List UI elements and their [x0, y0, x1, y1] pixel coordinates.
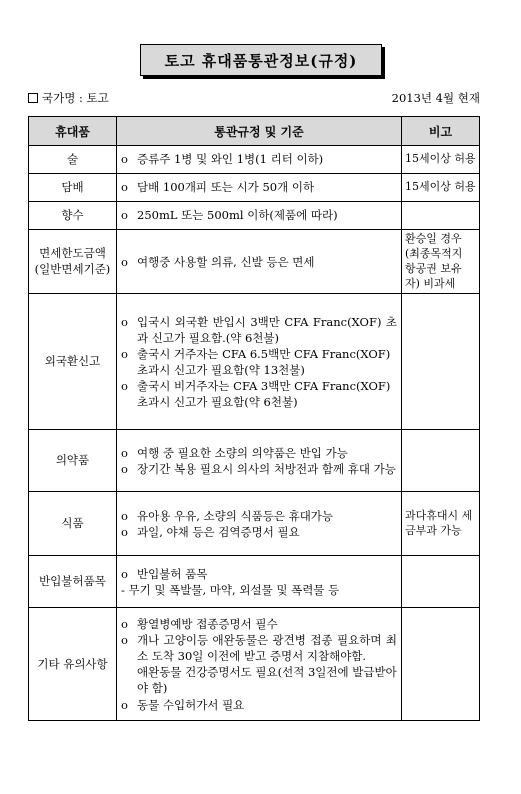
bullet-circle-icon: o: [121, 208, 128, 223]
bullet-circle-icon: o: [121, 697, 128, 712]
rule-text: 증류주 1병 및 와인 1병(1 리터 이하): [137, 152, 324, 167]
rule-bullet-item: [121, 378, 397, 394]
note-cell: 환승일 경우(최종목적지 항공권 보유자) 비과세: [402, 230, 480, 294]
rule-bullet-item: [121, 314, 397, 346]
header-note: 비고: [402, 117, 480, 146]
category-cell: 기타 유의사항: [29, 608, 117, 721]
rule-bullet-item: [121, 508, 397, 524]
bullet-circle-icon: o: [121, 445, 128, 460]
note-cell: [402, 294, 480, 430]
table-row-prohibited-items: [29, 556, 480, 608]
customs-table: [28, 116, 480, 721]
rule-bullet-item: [121, 346, 397, 362]
rule-continuation: 애완동물 건강증명서도 필요(선적 3일전에 발급받아야 함): [137, 665, 397, 696]
country-label: 국가명 : 토고: [42, 91, 109, 105]
rules-cell: [117, 230, 402, 294]
bullet-circle-icon: o: [121, 461, 128, 476]
category-cell: 의약품: [29, 430, 117, 492]
bullet-circle-icon: o: [121, 524, 128, 539]
rule-bullet-item: [121, 697, 397, 713]
rules-cell: [117, 556, 402, 608]
category-cell: 술: [29, 146, 117, 174]
category-cell: 면세한도금액 (일반면세기준): [29, 230, 117, 294]
rule-text: 여행 중 필요한 소량의 의약품은 반입 가능: [137, 445, 348, 460]
table-row-liquor: [29, 146, 480, 174]
rule-bullet-item: [121, 151, 397, 167]
bullet-circle-icon: o: [121, 617, 128, 632]
rule-continuation: 초과시 신고가 필요함(약 6천불): [137, 395, 298, 410]
category-cell: 식품: [29, 492, 117, 556]
bullet-circle-icon: o: [121, 254, 128, 269]
rule-bullet-item: [121, 445, 397, 461]
rule-text: 입국시 외국환 반입시 3백만 CFA Franc(XOF) 초과 신고가 필요함.(약 6천불): [137, 314, 397, 345]
category-cell: 외국환신고: [29, 294, 117, 430]
rules-cell: [117, 492, 402, 556]
rule-bullet-item: [121, 179, 397, 195]
bullet-circle-icon: o: [121, 314, 128, 329]
table-row-other-notes: [29, 608, 480, 721]
rule-sub-item: - 무기 및 폭발물, 마약, 외설물 및 폭력물 등: [121, 582, 340, 597]
bullet-circle-icon: o: [121, 346, 128, 361]
rule-bullet-item: [121, 254, 397, 270]
note-cell: 15세이상 허용: [402, 174, 480, 202]
note-cell: [402, 556, 480, 608]
rules-cell: [117, 202, 402, 230]
meta-line: [28, 90, 480, 106]
rule-bullet-item: [121, 524, 397, 540]
table-row-currency-declaration: [29, 294, 480, 430]
category-cell: 반입불허품목: [29, 556, 117, 608]
category-cell: 담배: [29, 174, 117, 202]
header-rules: 통관규정 및 기준: [117, 117, 402, 146]
bullet-circle-icon: o: [121, 633, 128, 648]
bullet-circle-icon: o: [121, 152, 128, 167]
rules-cell: [117, 608, 402, 721]
table-row-duty-free-limit: [29, 230, 480, 294]
table-row-tobacco: [29, 174, 480, 202]
rule-text: 장기간 복용 필요시 의사의 처방전과 함께 휴대 가능: [137, 461, 396, 476]
date-label: 2013년 4월 현재: [391, 91, 480, 105]
rule-text: 개나 고양이등 애완동물은 광견병 접종 필요하며 최소 도착 30일 이전에 받고 증명서 지참해야함.: [137, 633, 397, 664]
note-cell: [402, 430, 480, 492]
table-row-medicine: [29, 430, 480, 492]
rules-cell: [117, 146, 402, 174]
note-cell: [402, 202, 480, 230]
bullet-circle-icon: o: [121, 508, 128, 523]
rules-cell: [117, 174, 402, 202]
page-title: [140, 44, 382, 76]
note-cell: 과다휴대시 세금부과 가능: [402, 492, 480, 556]
table-header-row: [29, 117, 480, 146]
rule-bullet-item: [121, 566, 397, 582]
rule-text: 여행중 사용할 의류, 신발 등은 면세: [137, 254, 315, 269]
rules-cell: [117, 430, 402, 492]
page-title-text: 토고 휴대품통관정보(규정): [164, 51, 358, 70]
bullet-circle-icon: o: [121, 566, 128, 581]
checkbox-square-icon: [28, 93, 38, 103]
rule-bullet-item: [121, 461, 397, 477]
rules-cell: [117, 294, 402, 430]
note-cell: 15세이상 허용: [402, 146, 480, 174]
rule-text: 반입불허 품목: [137, 566, 208, 581]
rule-text: 출국시 거주자는 CFA 6.5백만 CFA Franc(XOF): [137, 346, 391, 361]
rule-text: 과일, 야채 등은 검역증명서 필요: [137, 524, 300, 539]
rule-text: 황열병예방 접종증명서 필수: [137, 617, 278, 632]
header-item: 휴대품: [29, 117, 117, 146]
table-row-food: [29, 492, 480, 556]
bullet-circle-icon: o: [121, 378, 128, 393]
note-cell: [402, 608, 480, 721]
table-row-perfume: [29, 202, 480, 230]
country-line: [28, 90, 109, 106]
rule-text: 유아용 우유, 소량의 식품등은 휴대가능: [137, 508, 334, 523]
rule-bullet-item: [121, 616, 397, 632]
category-cell: 향수: [29, 202, 117, 230]
rule-bullet-item: [121, 632, 397, 664]
bullet-circle-icon: o: [121, 180, 128, 195]
rule-text: 담배 100개피 또는 시가 50개 이하: [137, 180, 315, 195]
rule-text: 250mL 또는 500ml 이하(제품에 따라): [137, 208, 338, 223]
rule-text: 동물 수입허가서 필요: [137, 697, 245, 712]
rule-text: 출국시 비거주자는 CFA 3백만 CFA Franc(XOF): [137, 378, 391, 393]
rule-continuation: 초과시 신고가 필요함(약 13천불): [137, 362, 305, 377]
rule-bullet-item: [121, 207, 397, 223]
